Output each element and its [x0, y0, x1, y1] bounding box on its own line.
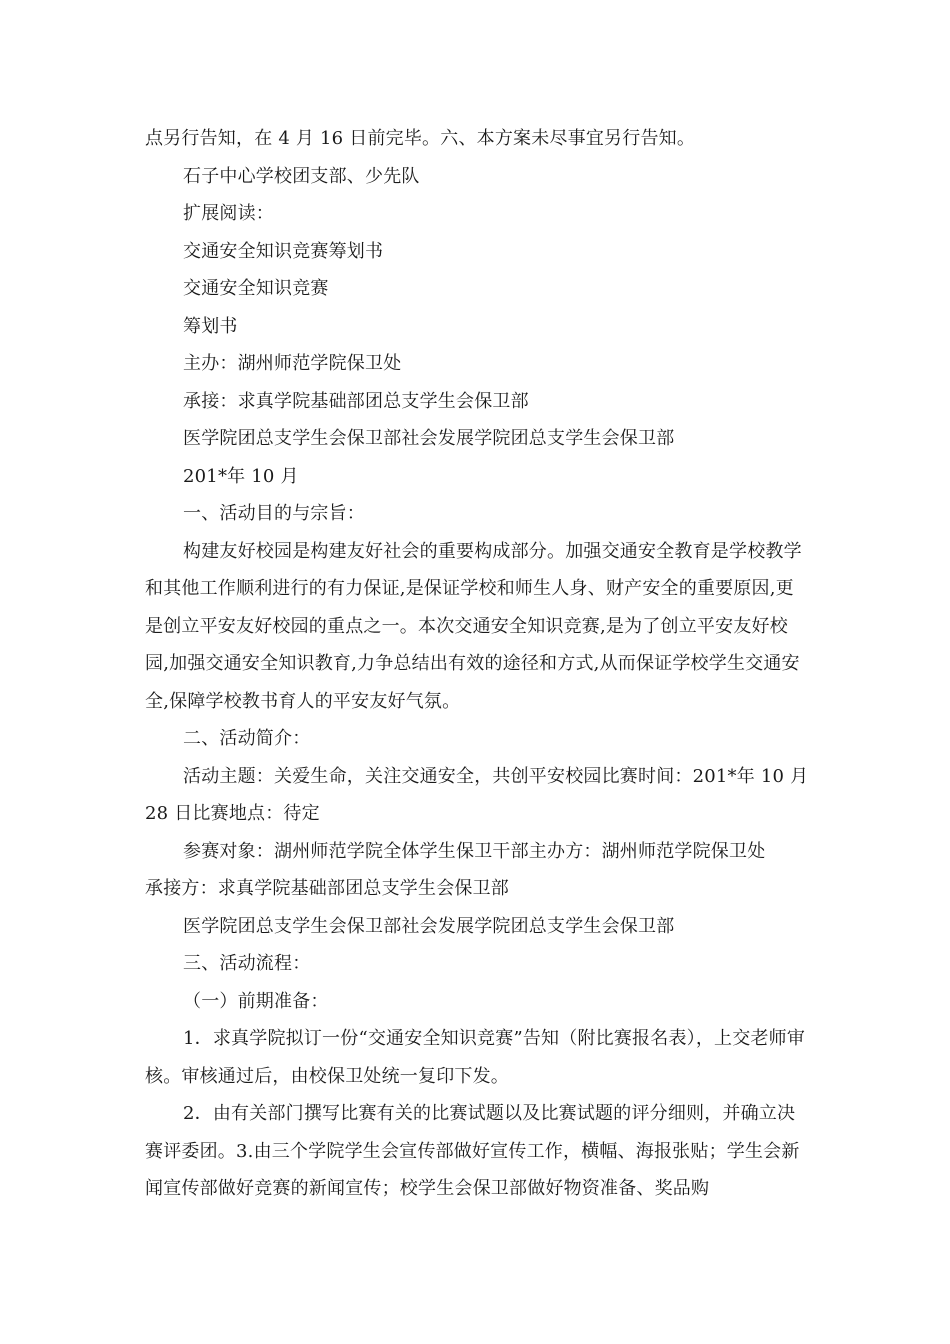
paragraph: 活动主题：关爱生命，关注交通安全，共创平安校园比赛时间：201*年 10 月 28 日比赛地点：待定 — [145, 765, 809, 824]
paragraph: 承接方：求真学院基础部团总支学生会保卫部 — [145, 878, 509, 899]
paragraph: 医学院团总支学生会保卫部社会发展学院团总支学生会保卫部 — [183, 915, 675, 937]
paragraph: 筹划书 — [183, 315, 238, 337]
paragraph: 承接：求真学院基础部团总支学生会保卫部 — [183, 390, 529, 412]
paragraph: 201*年 10 月 — [183, 465, 299, 487]
document-body — [145, 120, 810, 1208]
paragraph: 1．求真学院拟订一份“交通安全知识竞赛”告知（附比赛报名表），上交老师审核。审核通过后，由校保卫处统一复印下发。 — [145, 1028, 806, 1087]
paragraph: 参赛对象：湖州师范学院全体学生保卫干部主办方：湖州师范学院保卫处 — [183, 840, 766, 862]
paragraph: 医学院团总支学生会保卫部社会发展学院团总支学生会保卫部 — [183, 428, 675, 449]
section-heading: 二、活动简介： — [183, 728, 311, 749]
section-heading: 三、活动流程： — [183, 953, 311, 974]
paragraph: 点另行告知，在 4 月 16 日前完毕。六、本方案未尽事宜另行告知。 — [145, 128, 696, 149]
section-heading: 一、活动目的与宗旨： — [183, 503, 365, 524]
paragraph: 构建友好校园是构建友好社会的重要构成部分。加强交通安全教育是学校教学和其他工作顺利进行的有力保证,是保证学校和师生人身、财产安全的重要原因,更是创立平安友好校园的重点之一。本次交通安全知识竞赛,是为了创立平安友好校园,加强交通安全知识教育,力争总结出有效的途径和方式,从而保证学校学生交通安全,保障学校教书育人的平安友好气氛。 — [145, 540, 802, 712]
paragraph: 主办：湖州师范学院保卫处 — [183, 353, 402, 374]
paragraph: 扩展阅读： — [183, 203, 274, 224]
paragraph: 交通安全知识竞赛筹划书 — [183, 240, 384, 262]
paragraph: 2．由有关部门撰写比赛有关的比赛试题以及比赛试题的评分细则，并确立决赛评委团。3.由三个学院学生会宣传部做好宣传工作，横幅、海报张贴；学生会新闻宣传部做好竞赛的新闻宣传；校学生会保卫部做好物资准备、奖品购 — [145, 1103, 800, 1199]
paragraph: 石子中心学校团支部、少先队 — [183, 165, 420, 187]
subsection-heading: （一）前期准备： — [183, 990, 329, 1012]
paragraph: 交通安全知识竞赛 — [183, 278, 329, 299]
